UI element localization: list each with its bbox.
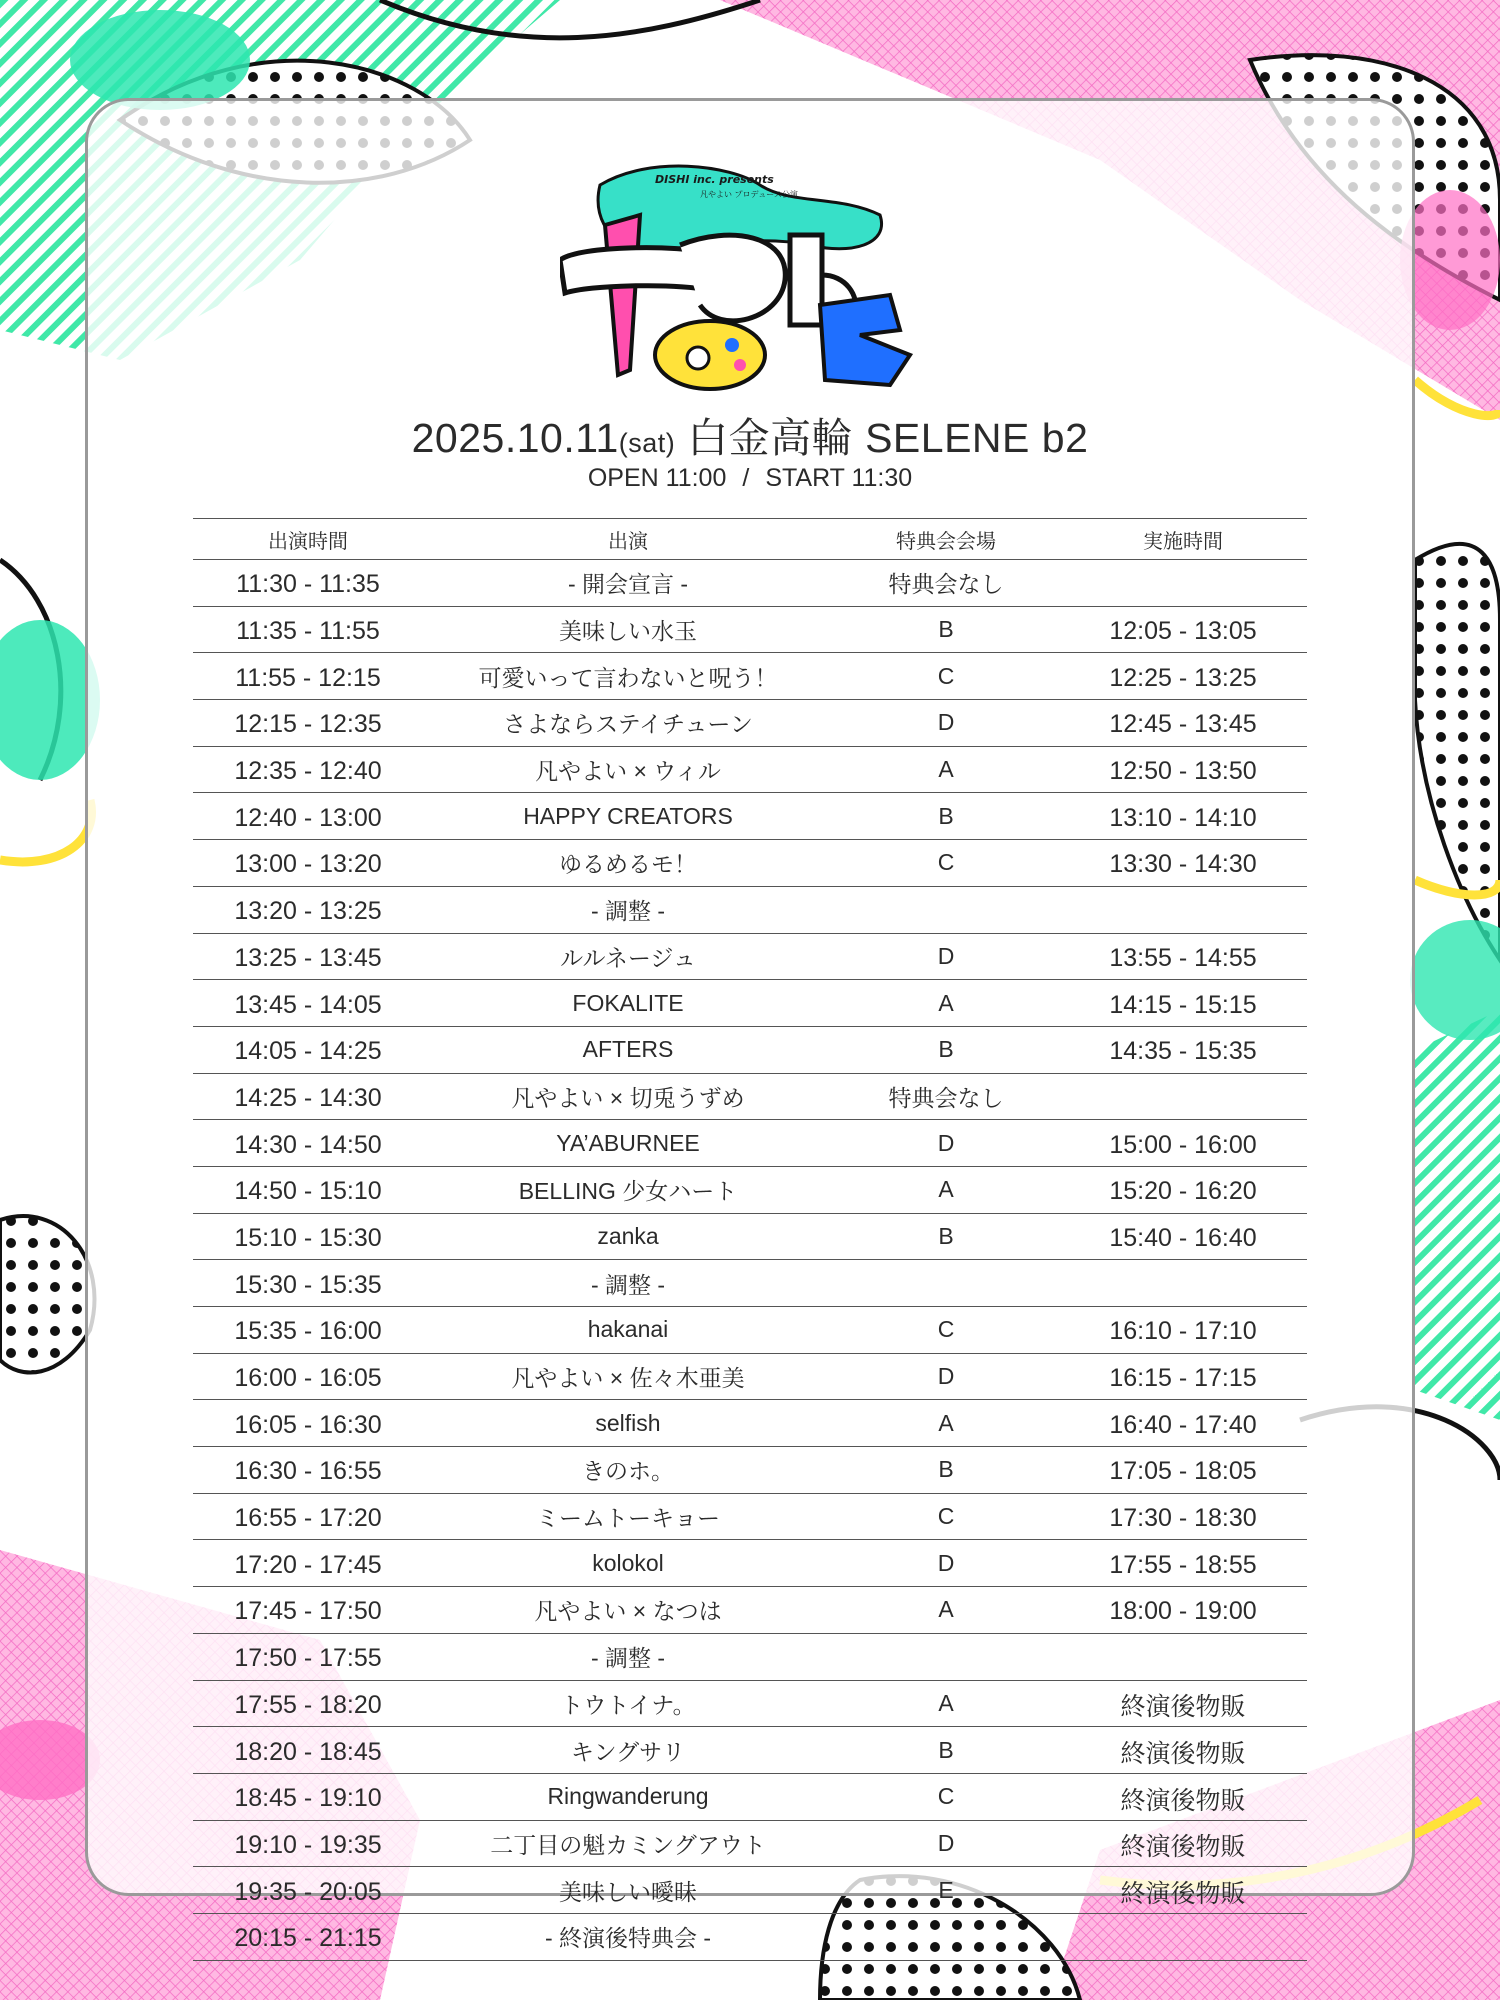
exec-time-cell: 17:30 - 18:30 bbox=[1059, 1493, 1307, 1540]
exec-time-cell: 13:10 - 14:10 bbox=[1059, 793, 1307, 840]
venue-cell: E bbox=[833, 1867, 1059, 1914]
exec-time-cell bbox=[1059, 1073, 1307, 1120]
venue-cell: 特典会なし bbox=[833, 560, 1059, 607]
slot-time-cell: 19:10 - 19:35 bbox=[193, 1820, 423, 1867]
performer-cell: ミームトーキョー bbox=[423, 1493, 833, 1540]
venue-cell: D bbox=[833, 700, 1059, 747]
venue-cell: C bbox=[833, 653, 1059, 700]
slot-time-cell: 12:40 - 13:00 bbox=[193, 793, 423, 840]
slot-time-cell: 19:35 - 20:05 bbox=[193, 1867, 423, 1914]
table-row bbox=[193, 1913, 1307, 1960]
slot-time-cell: 18:20 - 18:45 bbox=[193, 1727, 423, 1774]
slot-time-cell: 17:45 - 17:50 bbox=[193, 1587, 423, 1634]
performer-cell: selfish bbox=[423, 1400, 833, 1447]
performer-cell: kolokol bbox=[423, 1540, 833, 1587]
slot-time-cell: 12:35 - 12:40 bbox=[193, 746, 423, 793]
slot-time-cell: 11:35 - 11:55 bbox=[193, 606, 423, 653]
table-row bbox=[193, 933, 1307, 980]
table-row bbox=[193, 1493, 1307, 1540]
open-time: OPEN 11:00 bbox=[587, 464, 727, 492]
performer-cell: 凡やよい × なつは bbox=[423, 1587, 833, 1634]
table-row bbox=[193, 1820, 1307, 1867]
performer-cell: ルルネージュ bbox=[423, 933, 833, 980]
venue-cell bbox=[833, 1913, 1059, 1960]
exec-time-cell: 16:15 - 17:15 bbox=[1059, 1353, 1307, 1400]
logo-presenter: DISHI inc. presents bbox=[655, 173, 774, 186]
exec-time-cell: 14:35 - 15:35 bbox=[1059, 1026, 1307, 1073]
exec-time-cell: 終演後物販 bbox=[1059, 1727, 1307, 1774]
slot-time-cell: 13:20 - 13:25 bbox=[193, 886, 423, 933]
performer-cell: トウトイナ。 bbox=[423, 1680, 833, 1727]
table-row bbox=[193, 1727, 1307, 1774]
venue-cell: A bbox=[833, 980, 1059, 1027]
table-row bbox=[193, 1166, 1307, 1213]
exec-time-cell: 12:05 - 13:05 bbox=[1059, 606, 1307, 653]
performer-cell: HAPPY CREATORS bbox=[423, 793, 833, 840]
exec-time-cell: 12:25 - 13:25 bbox=[1059, 653, 1307, 700]
performer-cell: BELLING 少女ハート bbox=[423, 1166, 833, 1213]
table-row bbox=[193, 1773, 1307, 1820]
slot-time-cell: 15:30 - 15:35 bbox=[193, 1260, 423, 1307]
performer-cell: 可愛いって言わないと呪う！ bbox=[423, 653, 833, 700]
time-separator: / bbox=[742, 464, 750, 492]
exec-time-cell: 13:30 - 14:30 bbox=[1059, 840, 1307, 887]
event-title bbox=[0, 405, 1500, 464]
performer-cell: 二丁目の魁カミングアウト bbox=[423, 1820, 833, 1867]
exec-time-cell: 15:00 - 16:00 bbox=[1059, 1120, 1307, 1167]
performer-cell: 凡やよい × 佐々木亜美 bbox=[423, 1353, 833, 1400]
exec-time-cell: 17:05 - 18:05 bbox=[1059, 1447, 1307, 1494]
venue-cell: C bbox=[833, 840, 1059, 887]
performer-cell: zanka bbox=[423, 1213, 833, 1260]
slot-time-cell: 15:10 - 15:30 bbox=[193, 1213, 423, 1260]
timetable-header bbox=[193, 519, 1307, 560]
slot-time-cell: 13:45 - 14:05 bbox=[193, 980, 423, 1027]
slot-time-cell: 13:00 - 13:20 bbox=[193, 840, 423, 887]
event-date: 2025.10.11 bbox=[411, 415, 619, 461]
table-row bbox=[193, 1447, 1307, 1494]
slot-time-cell: 14:30 - 14:50 bbox=[193, 1120, 423, 1167]
venue-cell: B bbox=[833, 606, 1059, 653]
performer-cell: 美味しい水玉 bbox=[423, 606, 833, 653]
table-row bbox=[193, 1353, 1307, 1400]
performer-cell: - 開会宣言 - bbox=[423, 560, 833, 607]
exec-time-cell bbox=[1059, 1260, 1307, 1307]
venue-cell: B bbox=[833, 1026, 1059, 1073]
venue-cell: D bbox=[833, 933, 1059, 980]
exec-time-cell bbox=[1059, 1913, 1307, 1960]
venue-cell bbox=[833, 1260, 1059, 1307]
venue-cell: D bbox=[833, 1353, 1059, 1400]
table-row bbox=[193, 1307, 1307, 1354]
slot-time-cell: 17:55 - 18:20 bbox=[193, 1680, 423, 1727]
performer-cell: - 調整 - bbox=[423, 886, 833, 933]
table-row bbox=[193, 560, 1307, 607]
performer-cell: Ringwanderung bbox=[423, 1773, 833, 1820]
slot-time-cell: 17:50 - 17:55 bbox=[193, 1633, 423, 1680]
venue-cell: D bbox=[833, 1540, 1059, 1587]
performer-cell: 凡やよい × ウィル bbox=[423, 746, 833, 793]
start-time: START 11:30 bbox=[765, 464, 913, 492]
logo-subtitle: 凡やよい プロデュース公演 bbox=[700, 190, 798, 199]
venue-cell: A bbox=[833, 746, 1059, 793]
slot-time-cell: 14:25 - 14:30 bbox=[193, 1073, 423, 1120]
venue-cell: D bbox=[833, 1820, 1059, 1867]
exec-time-cell: 12:50 - 13:50 bbox=[1059, 746, 1307, 793]
slot-time-cell: 18:45 - 19:10 bbox=[193, 1773, 423, 1820]
table-row bbox=[193, 1026, 1307, 1073]
slot-time-cell: 11:55 - 12:15 bbox=[193, 653, 423, 700]
performer-cell: さよならステイチューン bbox=[423, 700, 833, 747]
venue-cell: B bbox=[833, 1727, 1059, 1774]
table-row bbox=[193, 1400, 1307, 1447]
table-row bbox=[193, 886, 1307, 933]
exec-time-cell: 18:00 - 19:00 bbox=[1059, 1587, 1307, 1634]
exec-time-cell: 16:10 - 17:10 bbox=[1059, 1307, 1307, 1354]
performer-cell: AFTERS bbox=[423, 1026, 833, 1073]
performer-cell: - 調整 - bbox=[423, 1633, 833, 1680]
performer-cell: 美味しい曖昧 bbox=[423, 1867, 833, 1914]
event-weekday: (sat) bbox=[618, 428, 676, 458]
event-venue: 白金高輪 SELENE b2 bbox=[687, 415, 1089, 461]
performer-cell: FOKALITE bbox=[423, 980, 833, 1027]
exec-time-cell: 15:20 - 16:20 bbox=[1059, 1166, 1307, 1213]
table-row bbox=[193, 1260, 1307, 1307]
table-row bbox=[193, 793, 1307, 840]
performer-cell: ゆるめるモ！ bbox=[423, 840, 833, 887]
exec-time-cell: 終演後物販 bbox=[1059, 1867, 1307, 1914]
slot-time-cell: 11:30 - 11:35 bbox=[193, 560, 423, 607]
venue-cell bbox=[833, 886, 1059, 933]
slot-time-cell: 13:25 - 13:45 bbox=[193, 933, 423, 980]
table-row bbox=[193, 653, 1307, 700]
venue-cell: B bbox=[833, 1213, 1059, 1260]
exec-time-cell: 16:40 - 17:40 bbox=[1059, 1400, 1307, 1447]
exec-time-cell bbox=[1059, 886, 1307, 933]
slot-time-cell: 14:50 - 15:10 bbox=[193, 1166, 423, 1213]
table-row bbox=[193, 1120, 1307, 1167]
festival-logo bbox=[560, 155, 940, 395]
exec-time-cell bbox=[1059, 1633, 1307, 1680]
exec-time-cell: 17:55 - 18:55 bbox=[1059, 1540, 1307, 1587]
slot-time-cell: 16:00 - 16:05 bbox=[193, 1353, 423, 1400]
exec-time-cell: 終演後物販 bbox=[1059, 1680, 1307, 1727]
slot-time-cell: 14:05 - 14:25 bbox=[193, 1026, 423, 1073]
table-row bbox=[193, 1587, 1307, 1634]
table-row bbox=[193, 700, 1307, 747]
timetable bbox=[193, 518, 1307, 1961]
performer-cell: キングサリ bbox=[423, 1727, 833, 1774]
header-venue: 特典会会場 bbox=[833, 519, 1059, 560]
exec-time-cell bbox=[1059, 560, 1307, 607]
table-row bbox=[193, 1633, 1307, 1680]
slot-time-cell: 20:15 - 21:15 bbox=[193, 1913, 423, 1960]
exec-time-cell: 13:55 - 14:55 bbox=[1059, 933, 1307, 980]
table-row bbox=[193, 746, 1307, 793]
venue-cell: A bbox=[833, 1680, 1059, 1727]
performer-cell: YA’ABURNEE bbox=[423, 1120, 833, 1167]
header-exec: 実施時間 bbox=[1059, 519, 1307, 560]
exec-time-cell: 15:40 - 16:40 bbox=[1059, 1213, 1307, 1260]
table-row bbox=[193, 1867, 1307, 1914]
table-row bbox=[193, 1540, 1307, 1587]
performer-cell: 凡やよい × 切兎うずめ bbox=[423, 1073, 833, 1120]
exec-time-cell: 終演後物販 bbox=[1059, 1773, 1307, 1820]
venue-cell bbox=[833, 1633, 1059, 1680]
venue-cell: C bbox=[833, 1773, 1059, 1820]
exec-time-cell: 14:15 - 15:15 bbox=[1059, 980, 1307, 1027]
slot-time-cell: 16:30 - 16:55 bbox=[193, 1447, 423, 1494]
table-row bbox=[193, 1680, 1307, 1727]
exec-time-cell: 終演後物販 bbox=[1059, 1820, 1307, 1867]
slot-time-cell: 17:20 - 17:45 bbox=[193, 1540, 423, 1587]
door-times bbox=[0, 464, 1500, 493]
slot-time-cell: 16:55 - 17:20 bbox=[193, 1493, 423, 1540]
performer-cell: - 終演後特典会 - bbox=[423, 1913, 833, 1960]
venue-cell: A bbox=[833, 1166, 1059, 1213]
table-row bbox=[193, 980, 1307, 1027]
venue-cell: B bbox=[833, 793, 1059, 840]
table-row bbox=[193, 606, 1307, 653]
table-row bbox=[193, 1073, 1307, 1120]
slot-time-cell: 15:35 - 16:00 bbox=[193, 1307, 423, 1354]
performer-cell: hakanai bbox=[423, 1307, 833, 1354]
venue-cell: B bbox=[833, 1447, 1059, 1494]
venue-cell: C bbox=[833, 1493, 1059, 1540]
venue-cell: 特典会なし bbox=[833, 1073, 1059, 1120]
table-row bbox=[193, 840, 1307, 887]
header-slot: 出演時間 bbox=[193, 519, 423, 560]
performer-cell: - 調整 - bbox=[423, 1260, 833, 1307]
performer-cell: きのホ。 bbox=[423, 1447, 833, 1494]
table-row bbox=[193, 1213, 1307, 1260]
header-performer: 出演 bbox=[423, 519, 833, 560]
venue-cell: D bbox=[833, 1120, 1059, 1167]
venue-cell: A bbox=[833, 1587, 1059, 1634]
venue-cell: C bbox=[833, 1307, 1059, 1354]
exec-time-cell: 12:45 - 13:45 bbox=[1059, 700, 1307, 747]
venue-cell: A bbox=[833, 1400, 1059, 1447]
slot-time-cell: 12:15 - 12:35 bbox=[193, 700, 423, 747]
slot-time-cell: 16:05 - 16:30 bbox=[193, 1400, 423, 1447]
